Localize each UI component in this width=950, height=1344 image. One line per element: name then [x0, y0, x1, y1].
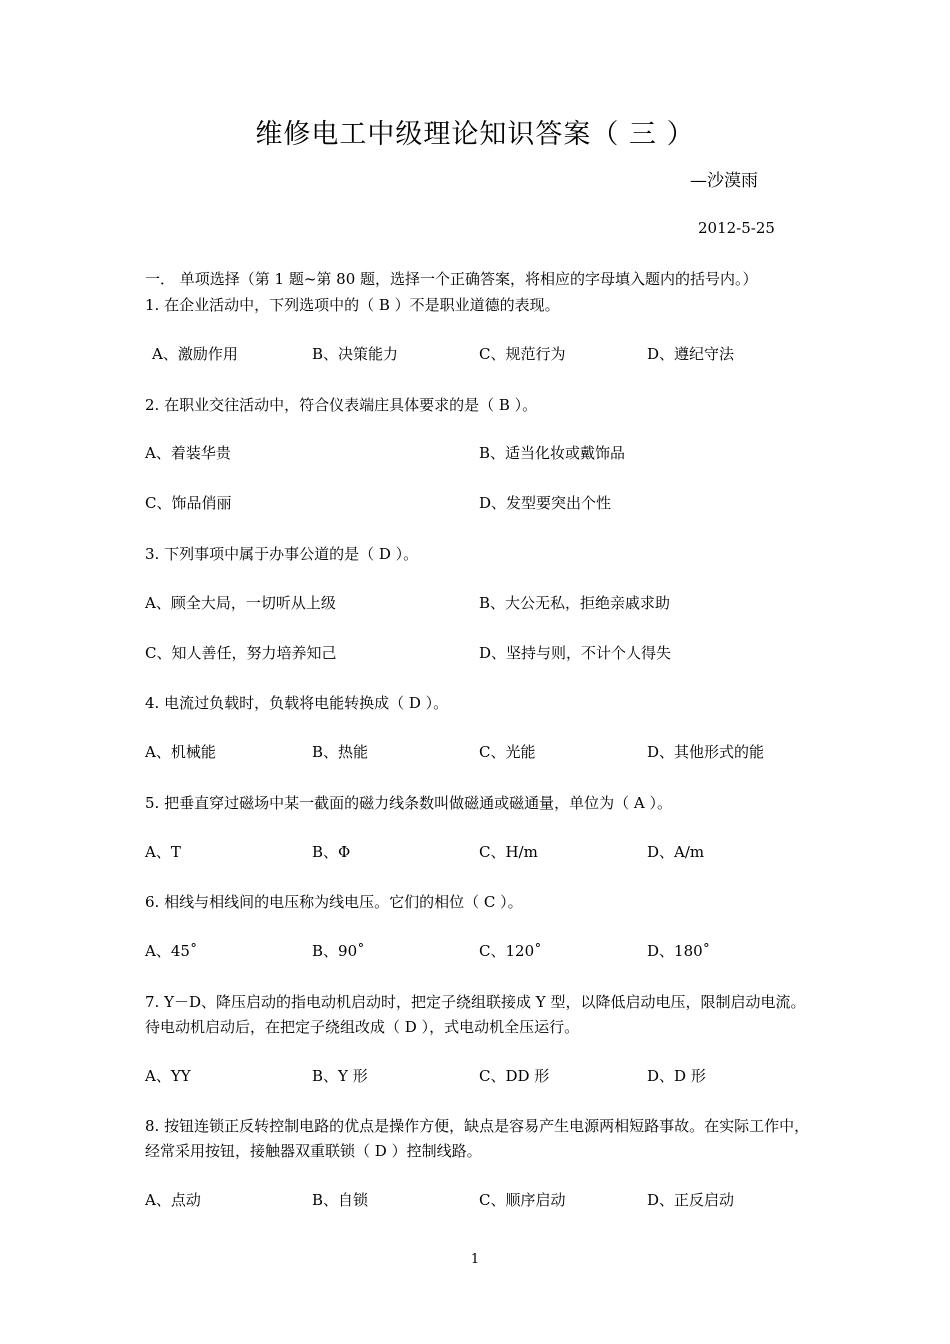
option-c: C、知人善任，努力培养知己	[145, 644, 337, 662]
option-b: B、自锁	[312, 1191, 369, 1209]
option-d: D、180˚	[647, 942, 711, 960]
question-8-options	[145, 1189, 825, 1211]
document-date: 2012-5-25	[698, 219, 775, 237]
option-b: B、适当化妆或戴饰品	[479, 444, 626, 462]
question-3-options-row2	[145, 642, 825, 664]
question-3: 3. 下列事项中属于办事公道的是（ D ）。	[145, 545, 419, 563]
option-a: A、顾全大局，一切听从上级	[145, 594, 336, 612]
option-d: D、坚持与则，不计个人得失	[479, 644, 672, 662]
question-7: 7. Y－D、降压启动的指电动机启动时，把定子绕组联接成 Y 型，以降低启动电压，限制启动电流。待电动机启动后，在把定子绕组改成（ D ），式电动机全压运行。	[145, 993, 806, 1036]
question-2: 2. 在职业交往活动中，符合仪表端庄具体要求的是（ B ）。	[145, 396, 538, 414]
option-d: D、A/m	[647, 843, 705, 861]
question-7-options	[145, 1065, 825, 1087]
option-a: A、着装华贵	[145, 444, 231, 462]
question-4: 4. 电流过负载时，负载将电能转换成（ D ）。	[145, 694, 449, 712]
option-a: A、点动	[145, 1191, 201, 1209]
option-d: D、发型要突出个性	[479, 494, 612, 512]
option-a: A、激励作用	[152, 345, 238, 363]
option-a: A、机械能	[145, 743, 216, 761]
option-a: A、T	[145, 843, 181, 861]
option-d: D、其他形式的能	[647, 743, 765, 761]
question-8: 8. 按钮连锁正反转控制电路的优点是操作方便，缺点是容易产生电源两相短路事故。在实际工作中，经常采用按钮，接触器双重联锁（ D ）控制线路。	[145, 1117, 810, 1160]
question-2-options-row2	[145, 492, 825, 514]
page-number: 1	[470, 1252, 480, 1267]
option-d: D、遵纪守法	[647, 345, 735, 363]
question-1-options	[145, 343, 825, 365]
option-c: C、顺序启动	[479, 1191, 566, 1209]
question-6: 6. 相线与相线间的电压称为线电压。它们的相位（ C ）。	[145, 893, 523, 911]
option-c: C、光能	[479, 743, 536, 761]
option-c: C、规范行为	[479, 345, 566, 363]
document-author: —沙漠雨	[690, 171, 758, 191]
option-b: B、90˚	[312, 942, 365, 960]
option-c: C、120˚	[479, 942, 542, 960]
question-3-options-row1	[145, 592, 825, 614]
question-2-options-row1	[145, 442, 825, 464]
option-b: B、决策能力	[312, 345, 399, 363]
question-4-options	[145, 741, 825, 763]
option-d: D、D 形	[647, 1067, 706, 1085]
question-5-options	[145, 841, 825, 863]
option-b: B、Φ	[312, 843, 351, 861]
option-a: A、YY	[145, 1067, 191, 1085]
option-c: C、DD 形	[479, 1067, 550, 1085]
question-1: 1. 在企业活动中，下列选项中的（ B ）不是职业道德的表现。	[145, 296, 560, 314]
option-a: A、45˚	[145, 942, 198, 960]
question-5: 5. 把垂直穿过磁场中某一截面的磁力线条数叫做磁通或磁通量，单位为（ A ）。	[145, 794, 672, 812]
document-title: 维修电工中级理论知识答案（ 三 ）	[255, 119, 695, 150]
option-c: C、饰品俏丽	[145, 494, 232, 512]
option-d: D、正反启动	[647, 1191, 735, 1209]
option-b: B、大公无私，拒绝亲戚求助	[479, 594, 671, 612]
option-b: B、Y 形	[312, 1067, 368, 1085]
option-b: B、热能	[312, 743, 369, 761]
section-heading: 一． 单项选择（第 1 题~第 80 题，选择一个正确答案，将相应的字母填入题内的括号内。）	[145, 270, 758, 288]
question-6-options	[145, 940, 825, 962]
option-c: C、H/m	[479, 843, 538, 861]
